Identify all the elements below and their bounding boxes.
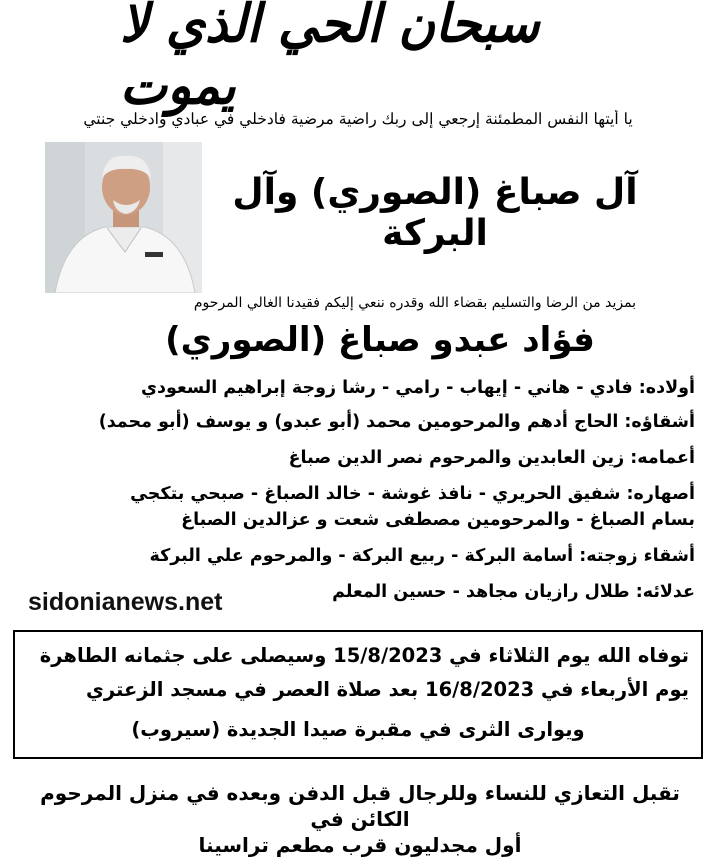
relatives-in-laws: أصهاره: شفيق الحريري - نافذ غوشة - خالد الصباغ - صبحي بتكجي xyxy=(130,484,695,504)
condolences-line-2: أول مجدليون قرب مطعم تراسينا xyxy=(198,833,522,857)
relatives-in-laws-continued: بسام الصباغ - والمرحومين مصطفى شعت و عزالدين الصباغ xyxy=(181,510,695,530)
death-notice-line-3: ويوارى الثرى في مقبرة صيدا الجديدة (سيروب) xyxy=(131,718,585,741)
deceased-photo xyxy=(45,142,202,293)
relatives-brothers: أشقاؤه: الحاج أدهم والمرحومين محمد (أبو عبدو) و يوسف (أبو محمد) xyxy=(98,412,695,432)
relatives-children: أولاده: فادي - هاني - إيهاب - رامي - رشا زوجة إبراهيم السعودي xyxy=(140,378,695,398)
death-notice-line-2: يوم الأربعاء في 16/8/2023 بعد صلاة العصر في مسجد الزعتري xyxy=(86,678,689,701)
relatives-uncles: أعمامه: زين العابدين والمرحوم نصر الدين صباغ xyxy=(288,448,695,468)
quran-verse: يا أيتها النفس المطمئنة إرجعي إلى ربك راضية مرضية فادخلي في عبادي وادخلي جنتي xyxy=(83,110,633,128)
announcement-intro: بمزيد من الرضا والتسليم بقضاء الله وقدره ننعي إليكم فقيدنا الغالي المرحوم xyxy=(193,295,637,311)
portrait-image xyxy=(45,142,202,293)
website-watermark: sidonianews.net xyxy=(28,588,223,616)
family-title: آل صباغ (الصوري) وآل البركة xyxy=(232,172,638,254)
death-notice-box xyxy=(13,630,703,759)
relatives-by-marriage: عدلائه: طلال رازيان مجاهد - حسين المعلم xyxy=(332,582,695,602)
condolences-notice xyxy=(10,780,710,858)
deceased-name: فؤاد عبدو صباغ (الصوري) xyxy=(165,320,595,360)
condolences-line-1: تقبل التعازي للنساء وللرجال قبل الدفن وبعده في منزل المرحوم الكائن في xyxy=(40,781,680,831)
calligraphy-header: سبحان الحي الذي لا يموت xyxy=(120,0,540,116)
relatives-wife-siblings: أشقاء زوجته: أسامة البركة - ربيع البركة - والمرحوم علي البركة xyxy=(149,546,695,566)
death-notice-line-1: توفاه الله يوم الثلاثاء في 15/8/2023 وسيصلى على جثمانه الطاهرة xyxy=(39,644,689,667)
